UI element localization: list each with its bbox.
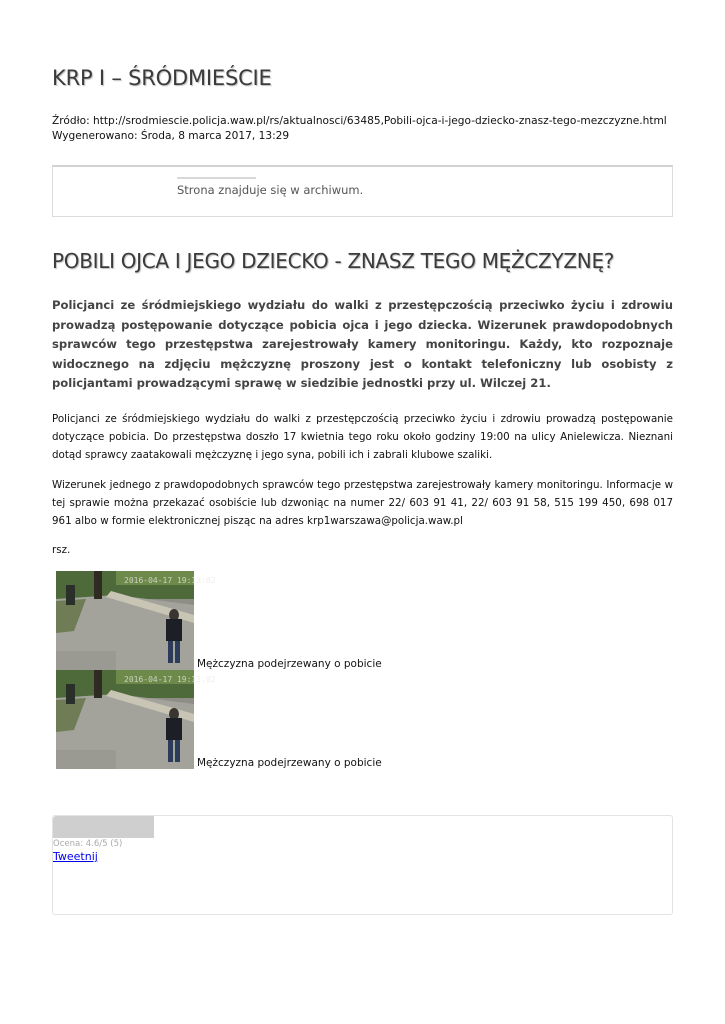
archive-notice: Strona znajduje się w archiwum. — [177, 183, 364, 197]
cctv-photo-image — [56, 670, 216, 769]
figure-caption: Mężczyzna podejrzewany o pobicie — [197, 658, 382, 670]
generated-date: Wygenerowano: Środa, 8 marca 2017, 13:29 — [52, 130, 290, 142]
rating-box — [52, 815, 673, 915]
article-figure — [56, 571, 456, 671]
cctv-photo[interactable] — [56, 571, 216, 670]
figure-caption: Mężczyzna podejrzewany o pobicie — [197, 757, 382, 769]
article-figure — [56, 670, 456, 770]
photo-timestamp: 2016-04-17 19:13:02 — [124, 576, 216, 585]
archive-divider — [177, 177, 256, 179]
source-meta — [52, 114, 667, 144]
site-title: KRP I – ŚRÓDMIEŚCIE — [52, 66, 272, 90]
article-lead: Policjanci ze śródmiejskiego wydziału do walki z przestępczością przeciwko życiu i zdrowiu prowadzą postępowanie dotyczące pobicia ojca i jego dziecka. Wizerunek prawdopodobnych sprawców tego przestępstwa zarejestrowały kamery monitoringu. Każdy, kto rozpoznaje widocznego na zdjęciu mężczyznę proszony jest o kontakt telefoniczny lub osobisty z policjantami prowadzącymi sprawę w siedzibie jednostki przy ul. Wilczej 21. — [52, 298, 673, 390]
tweet-link[interactable]: Tweetnij — [53, 850, 98, 863]
archive-notice-box — [52, 165, 673, 217]
article-title: POBILI OJCA I JEGO DZIECKO - ZNASZ TEGO MĘŻCZYZNĘ? — [52, 249, 615, 273]
article-paragraph: Wizerunek jednego z prawdopodobnych sprawców tego przestępstwa zarejestrowały kamery monitoringu. Informacje w tej sprawie można przekazać osobiście lub dzwoniąc na numer 22/ 603 91 41, 22/ 603 91 58, 515 199 450, 698 017 961 albo w formie elektronicznej pisząc na adres krp1warszawa@policja.waw.pl — [52, 479, 673, 527]
article-signature: rsz. — [52, 544, 71, 556]
rating-text: Ocena: 4.6/5 (5) — [53, 839, 123, 849]
source-url: Źródło: http://srodmiescie.policja.waw.pl/rs/aktualnosci/63485,Pobili-ojca-i-jego-dziecko-znasz-tego-mezczyzne.html — [52, 115, 667, 127]
article-paragraph: Policjanci ze śródmiejskiego wydziału do walki z przestępczością przeciwko życiu i zdrowiu prowadzą postępowanie dotyczące pobicia. Do przestępstwa doszło 17 kwietnia tego roku około godziny 19:00 na ulicy Anielewicza. Nieznani dotąd sprawcy zaatakowali mężczyznę i jego syna, pobili ich i zabrali klubowe szaliki. — [52, 413, 673, 461]
cctv-photo[interactable] — [56, 670, 216, 769]
cctv-photo-image — [56, 571, 216, 670]
photo-timestamp: 2016-04-17 19:13:02 — [124, 675, 216, 684]
rating-stars-bar[interactable] — [53, 816, 154, 838]
